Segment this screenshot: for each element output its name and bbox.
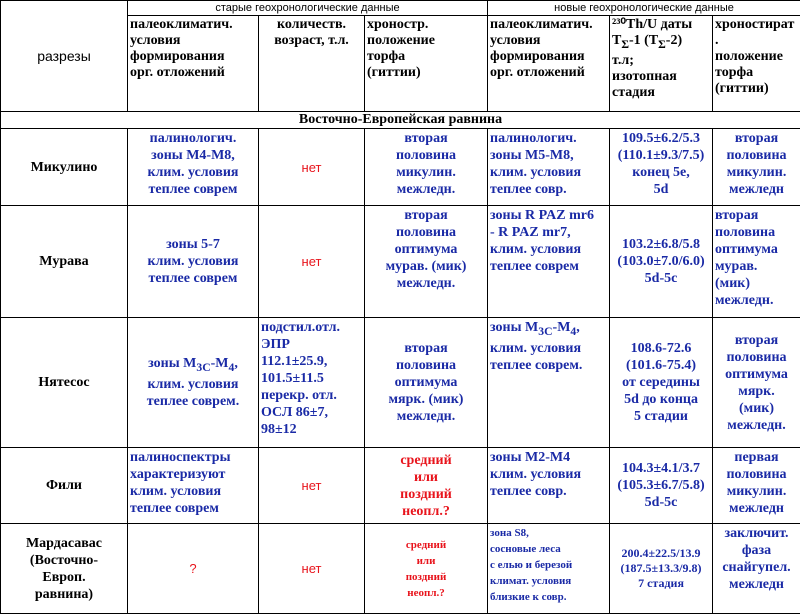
old-paleo-cell: зоны 5-7 клим. условия теплее соврем (128, 206, 259, 318)
new-dates-cell: 108.6-72.6 (101.6-75.4) от середины 5d до конца 5 стадии (610, 318, 713, 448)
header-old-data: старые геохронологические данные (128, 1, 488, 16)
table-row (1, 129, 800, 206)
new-paleo-cell: зоны R PAZ mr6 - R PAZ mr7, клим. условия теплее соврем (488, 206, 610, 318)
site-name: Мардасавас (Восточно- Европ. равнина) (1, 524, 128, 614)
old-paleo-cell: ? (128, 524, 259, 614)
new-chrono-cell: вторая половина оптимума мурав. (мик) межледн. (713, 206, 800, 318)
table-row (1, 206, 800, 318)
new-chrono-cell: вторая половина оптимума мярк. (мик) межледн. (713, 318, 800, 448)
old-age-cell: нет (259, 448, 365, 524)
header-group-row (1, 1, 800, 16)
new-paleo-cell: зоны $М_{3C}-М_4$, клим. условия теплее соврем. (488, 318, 610, 448)
old-age-cell: нет (259, 206, 365, 318)
old-age-cell: нет (259, 524, 365, 614)
table-row (1, 448, 800, 524)
header-razrezy: разрезы (1, 1, 128, 112)
site-name: Мурава (1, 206, 128, 318)
new-dates-cell: 109.5±6.2/5.3 (110.1±9.3/7.5) конец 5e, 5d (610, 129, 713, 206)
new-chrono-cell: первая половина микулин. межледн (713, 448, 800, 524)
old-age-cell: подстил.отл. ЭПР 112.1±25.9, 101.5±11.5 перекр. отл. ОСЛ 86±7, 98±12 (259, 318, 365, 448)
old-chrono-cell: вторая половина оптимума мурав. (мик) межледн. (365, 206, 488, 318)
new-dates-cell: 103.2±6.8/5.8 (103.0±7.0/6.0) 5d-5c (610, 206, 713, 318)
new-chrono-cell: заключит. фаза снайгупел. межледн (713, 524, 800, 614)
table-row (1, 524, 800, 614)
new-dates-cell: 104.3±4.1/3.7 (105.3±6.7/5.8) 5d-5c (610, 448, 713, 524)
old-paleo-cell: палинологич. зоны М4-М8, клим. условия теплее соврем (128, 129, 259, 206)
old-paleo-cell: палиноспектры характеризуют клим. условия теплее соврем (128, 448, 259, 524)
old-chrono-cell: средний или поздний неопл.? (365, 448, 488, 524)
old-chrono-cell: вторая половина микулин. межледн. (365, 129, 488, 206)
new-chrono-cell: вторая половина микулин. межледн (713, 129, 800, 206)
old-chrono-cell: средний или поздний неопл.? (365, 524, 488, 614)
site-name: Микулино (1, 129, 128, 206)
old-paleo-cell: зоны $М_{3C}-М_4$, клим. условия теплее соврем. (128, 318, 259, 448)
site-name: Нятесос (1, 318, 128, 448)
header-new-data: новые геохронологические данные (488, 1, 800, 16)
header-old-chrono: хроностр. положение торфа (гиттии) (365, 16, 488, 112)
table-row (1, 318, 800, 448)
new-paleo-cell: зона S8, сосновые леса с елью и березой климат. условия близкие к совр. (488, 524, 610, 614)
old-chrono-cell: вторая половина оптимума мярк. (мик) межледн. (365, 318, 488, 448)
region-title: Восточно-Европейская равнина (1, 112, 800, 129)
header-old-paleo: палеоклиматич. условия формирования орг. отложений (128, 16, 259, 112)
old-age-cell: нет (259, 129, 365, 206)
site-name: Фили (1, 448, 128, 524)
new-paleo-cell: зоны М2-М4 клим. условия теплее совр. (488, 448, 610, 524)
new-dates-cell: 200.4±22.5/13.9 (187.5±13.3/9.8) 7 стадия (610, 524, 713, 614)
header-new-paleo: палеоклиматич. условия формирования орг. отложений (488, 16, 610, 112)
region-row (1, 112, 800, 129)
header-old-age: количеств. возраст, т.л. (259, 16, 365, 112)
header-new-chrono: хроностират . положение торфа (гиттии) (713, 16, 800, 112)
header-new-dates: ²³⁰Th/U даты $T_\Sigma-1$ $(T_\Sigma-2)$ т.л; изотопная стадия (610, 16, 713, 112)
new-paleo-cell: палинологич. зоны М5-М8, клим. условия теплее совр. (488, 129, 610, 206)
